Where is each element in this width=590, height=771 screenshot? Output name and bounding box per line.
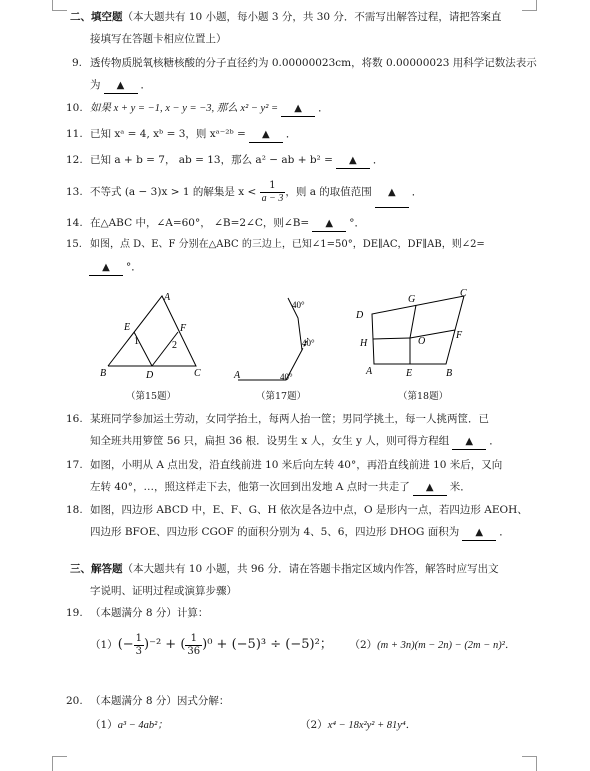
expression-part: (−	[117, 637, 134, 652]
question-text: 如图，四边形 ABCD 中，E、F、G、H 依次是各边中点，O 是形内一点，若四边形 AEOH、	[90, 504, 528, 516]
blank-triangle: ▲	[325, 218, 334, 229]
label-d: D	[146, 370, 154, 380]
fraction-numerator: 1	[185, 633, 202, 646]
question-text: （本题满分 8 分）计算：	[90, 607, 209, 619]
question-10: 10. 如果 x + y = −1, x − y = −3, 那么 x² − y² = ▲ ．	[66, 101, 329, 117]
question-19	[66, 606, 208, 620]
question-text: 已知 a + b = 7， ab = 13，那么 a² − ab + b² =	[90, 154, 333, 166]
figure-17	[228, 292, 328, 384]
question-number: 18.	[66, 504, 83, 516]
question-19-parts	[90, 628, 515, 663]
section2-title: 二、填空题	[70, 11, 123, 23]
label-b: B	[446, 368, 453, 379]
blank-triangle: ▲	[261, 129, 270, 140]
part-label: （1）	[90, 639, 118, 651]
answer-blank[interactable]	[281, 101, 315, 117]
expression: (m + 3n)(m − 2n) − (2m − n)²．	[377, 640, 516, 651]
fraction-denominator: 36	[187, 645, 201, 657]
label-f: F	[456, 330, 463, 341]
figure-15	[96, 288, 206, 380]
quadrilateral-abcd	[372, 296, 464, 364]
crop-mark-bottom-left	[52, 756, 67, 771]
label-o: O	[418, 336, 426, 347]
fraction-numerator: 1	[260, 180, 286, 193]
question-number: 17.	[66, 459, 83, 471]
label-g: G	[408, 294, 416, 305]
blank-triangle: ▲	[475, 527, 484, 538]
label-f: F	[180, 323, 187, 334]
question-text: 如图，点 D、E、F 分别在△ABC 的三边上，已知∠1=50°，DE∥AC，DF∥AB，则∠2=	[90, 239, 485, 250]
section2-header	[70, 10, 501, 24]
fraction-denominator: 3	[135, 645, 143, 657]
section2-desc: （本大题共有 10 小题，每小题 3 分，共 30 分．不需写出解答过程，请把答案直	[122, 11, 502, 23]
answer-blank[interactable]	[336, 153, 370, 169]
unit: °．	[126, 261, 142, 273]
blank-triangle: ▲	[387, 187, 396, 198]
label-b: B	[100, 368, 107, 379]
blank-triangle: ▲	[294, 103, 302, 114]
question-text: 在△ABC 中，∠A=60°， ∠B=2∠C，则∠B=	[90, 217, 310, 229]
expression-part: )⁰ + (−5)³ ÷ (−5)²；	[202, 637, 333, 652]
answer-blank[interactable]	[413, 480, 447, 496]
question-text: 不等式 (a − 3)x > 1 的解集是 x <	[90, 186, 257, 198]
angle-label-bottom: 40°	[280, 372, 293, 382]
label-d: D	[356, 310, 364, 321]
question-text: 透传物质脱氧核糖核酸的分子直径约为 0.00000023cm，将数 0.00000023 用科学记数法表示	[90, 57, 537, 69]
label-e: E	[406, 368, 413, 379]
expression: x⁴ − 18x²y² + 81y⁴．	[327, 720, 417, 731]
question-20-part1	[90, 718, 168, 733]
label-angle-2: 2	[172, 340, 177, 351]
fraction-numerator: 1	[135, 632, 143, 644]
answer-blank[interactable]	[104, 78, 138, 94]
angle-label-top: 40°	[292, 300, 305, 310]
question-18	[66, 503, 528, 517]
question-text: 如图，小明从 A 点出发，沿直线前进 10 米后向左转 40°，再沿直线前进 10 米后，又向	[90, 459, 503, 471]
figure-18-caption: （第18题）	[398, 391, 449, 402]
fraction-denominator: a − 3	[261, 192, 284, 204]
answer-blank[interactable]	[89, 260, 123, 276]
question-9	[72, 56, 537, 70]
question-13: 13. 不等式 (a − 3)x > 1 的解集是 x < $\frac{1}{a - 3}$ ，则 a 的取值范围 ▲ ．	[66, 178, 422, 208]
question-text: （本题满分 8 分）因式分解：	[90, 695, 230, 707]
question-number: 13.	[66, 186, 83, 198]
section3-desc: （本大题共有 10 小题，共 96 分．请在答题卡指定区域内作答，解答时应写出文	[122, 563, 499, 575]
question-number: 15.	[66, 239, 82, 250]
question-15-line2	[86, 260, 142, 276]
blank-triangle: ▲	[425, 482, 434, 493]
question-text: 某班同学参加运土劳动，女同学抬土，每两人抬一筐；男同学挑土，每一人挑两筐．已	[90, 413, 489, 425]
question-20	[66, 694, 229, 708]
blank-triangle: ▲	[102, 262, 110, 273]
label-angle-1: 1	[134, 336, 139, 347]
question-16	[66, 412, 489, 426]
question-text: 如果 x + y = −1, x − y = −3, 那么 x² − y² =	[90, 103, 279, 114]
question-text: 左转 40°，…，照这样走下去，他第一次回到出发地 A 点时一共走了	[90, 481, 410, 493]
question-9-line2: 为 ▲ ．	[90, 78, 151, 94]
question-text: 知全班共用箩筐 56 只，扁担 36 根．设男生 x 人，女生 y 人，则可得方程组	[90, 435, 450, 447]
expression-part: )⁻² + (	[144, 637, 186, 652]
question-text: ，则 a 的取值范围	[285, 186, 372, 198]
blank-triangle: ▲	[465, 436, 474, 447]
label-e: E	[124, 322, 131, 333]
question-15	[66, 238, 485, 252]
expression: a³ − 4ab²；	[117, 720, 168, 731]
fraction	[185, 633, 202, 658]
unit: 米．	[449, 481, 471, 493]
answer-blank[interactable]	[312, 216, 346, 232]
crop-mark-bottom-right	[522, 756, 537, 771]
crop-mark-top-left	[52, 0, 67, 11]
question-number: 14.	[66, 217, 83, 229]
question-16-line2: 知全班共用箩筐 56 只，扁担 36 根．设男生 x 人，女生 y 人，则可得方程组 ▲ ．	[90, 434, 500, 450]
figure-18	[350, 288, 480, 380]
section3-title: 三、解答题	[70, 563, 123, 575]
segment-og	[410, 305, 416, 338]
question-18-line2: 四边形 BFOE、四边形 CGOF 的面积分别为 4、5、6，四边形 DHOG 面积为 ▲ ．	[90, 525, 510, 541]
question-number: 16.	[66, 413, 83, 425]
angle-label-middle: 40°	[302, 338, 315, 348]
question-12: 12. 已知 a + b = 7， ab = 13，那么 a² − ab + b² = ▲ ．	[66, 153, 383, 169]
label-a: A	[164, 292, 171, 303]
question-text: 为	[90, 79, 101, 91]
question-number: 12.	[66, 154, 83, 166]
part-label: （1）	[90, 719, 118, 731]
section2-desc-line2: 接填写在答题卡相应位置上）	[90, 33, 227, 45]
figure-17-caption: （第17题）	[256, 391, 307, 402]
label-a: A	[366, 366, 373, 377]
walking-path	[238, 298, 302, 380]
answer-blank[interactable]	[375, 178, 409, 208]
label-c: C	[194, 368, 201, 379]
question-17-line2	[90, 480, 471, 496]
question-20-part2	[300, 718, 416, 733]
crop-mark-top-right	[522, 0, 537, 11]
fraction	[134, 633, 144, 658]
question-11: 11. 已知 xᵃ = 4, xᵇ = 3，则 xᵃ⁻²ᵇ = ▲ ．	[66, 127, 296, 143]
question-text: 已知 xᵃ = 4, xᵇ = 3，则 xᵃ⁻²ᵇ =	[90, 128, 246, 140]
label-a: A	[234, 370, 241, 381]
label-c: C	[460, 288, 467, 299]
answer-blank[interactable]	[249, 127, 283, 143]
label-h: H	[360, 338, 368, 349]
part-label: （2）	[300, 719, 328, 731]
section3-desc-line2: 字说明、证明过程或演算步骤）	[90, 585, 237, 597]
answer-blank[interactable]	[452, 434, 486, 450]
segment-of	[410, 330, 455, 338]
answer-blank[interactable]	[462, 525, 496, 541]
question-17	[66, 458, 502, 472]
unit: °．	[349, 217, 365, 229]
question-14	[66, 216, 365, 232]
question-number: 9.	[72, 57, 83, 69]
blank-triangle: ▲	[349, 155, 357, 166]
part-label: （2）	[349, 639, 378, 651]
question-number: 20.	[66, 695, 83, 707]
section3-header	[70, 562, 499, 576]
fraction	[260, 180, 286, 205]
question-text: 四边形 BFOE、四边形 CGOF 的面积分别为 4、5、6，四边形 DHOG 面积为	[90, 526, 460, 538]
figure-15-caption: （第15题）	[126, 391, 177, 402]
question-number: 11.	[66, 128, 83, 140]
blank-triangle: ▲	[116, 80, 125, 91]
question-number: 10.	[66, 102, 83, 114]
question-number: 19.	[66, 607, 83, 619]
segment-oh	[373, 338, 410, 339]
